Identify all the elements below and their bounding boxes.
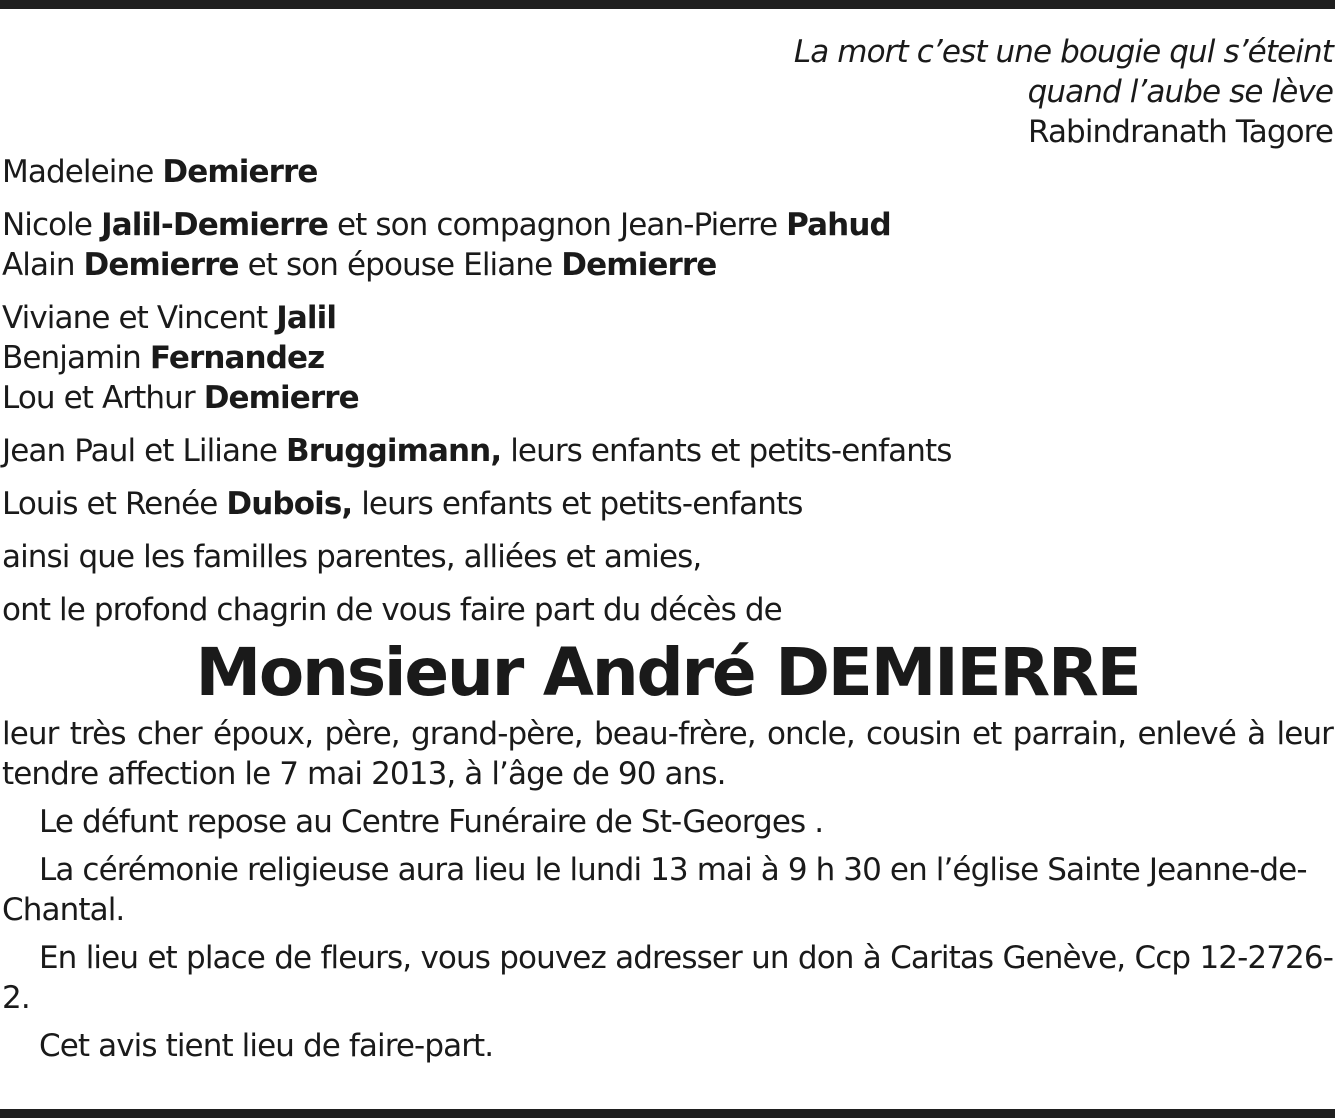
quote-author: Rabindranath Tagore: [1028, 114, 1333, 150]
family-line: Viviane et Vincent Jalil: [2, 300, 337, 336]
top-rule: [0, 0, 1335, 9]
notice-body: [2, 714, 1333, 1066]
family-line: Louis et Renée Dubois, leurs enfants et petits-enfants: [2, 486, 803, 522]
body-paragraph: Le défunt repose au Centre Funéraire de St-Georges .: [39, 804, 824, 840]
deceased-name: Monsieur André DEMIERRE: [195, 634, 1140, 711]
body-paragraph: La cérémonie religieuse aura lieu le lundi 13 mai à 9 h 30 en l’église Sainte Jeanne-de-Chantal.: [2, 852, 1307, 928]
family-line: Jean Paul et Liliane Bruggimann, leurs enfants et petits-enfants: [2, 433, 952, 469]
allies-line: ainsi que les familles parentes, alliées et amies,: [2, 539, 702, 575]
family-line: Nicole Jalil-Demierre et son compagnon Jean-Pierre Pahud: [2, 207, 891, 243]
epigraph: [2, 32, 1333, 152]
family-line: Madeleine Demierre: [2, 154, 318, 190]
quote-line-1: La mort c’est une bougie qul s’éteint: [793, 34, 1333, 70]
quote-line-2: quand l’aube se lève: [1027, 74, 1333, 110]
family-list: [2, 152, 1333, 630]
family-line: Benjamin Fernandez: [2, 340, 325, 376]
body-paragraph: Cet avis tient lieu de faire-part.: [39, 1028, 494, 1064]
body-paragraph: leur très cher époux, père, grand-père, beau-frère, oncle, cousin et parrain, enlevé à leur tendre affection le 7 mai 2013, à l’âge de 90 ans.: [2, 716, 1333, 792]
family-line: Lou et Arthur Demierre: [2, 380, 359, 416]
bottom-rule: [0, 1109, 1335, 1118]
obituary-notice: [2, 32, 1333, 1066]
announcement-line: ont le profond chagrin de vous faire part du décès de: [2, 592, 782, 628]
family-line: Alain Demierre et son épouse Eliane Demierre: [2, 247, 717, 283]
body-paragraph: En lieu et place de fleurs, vous pouvez adresser un don à Caritas Genève, Ccp 12-2726-2.: [2, 940, 1333, 1016]
